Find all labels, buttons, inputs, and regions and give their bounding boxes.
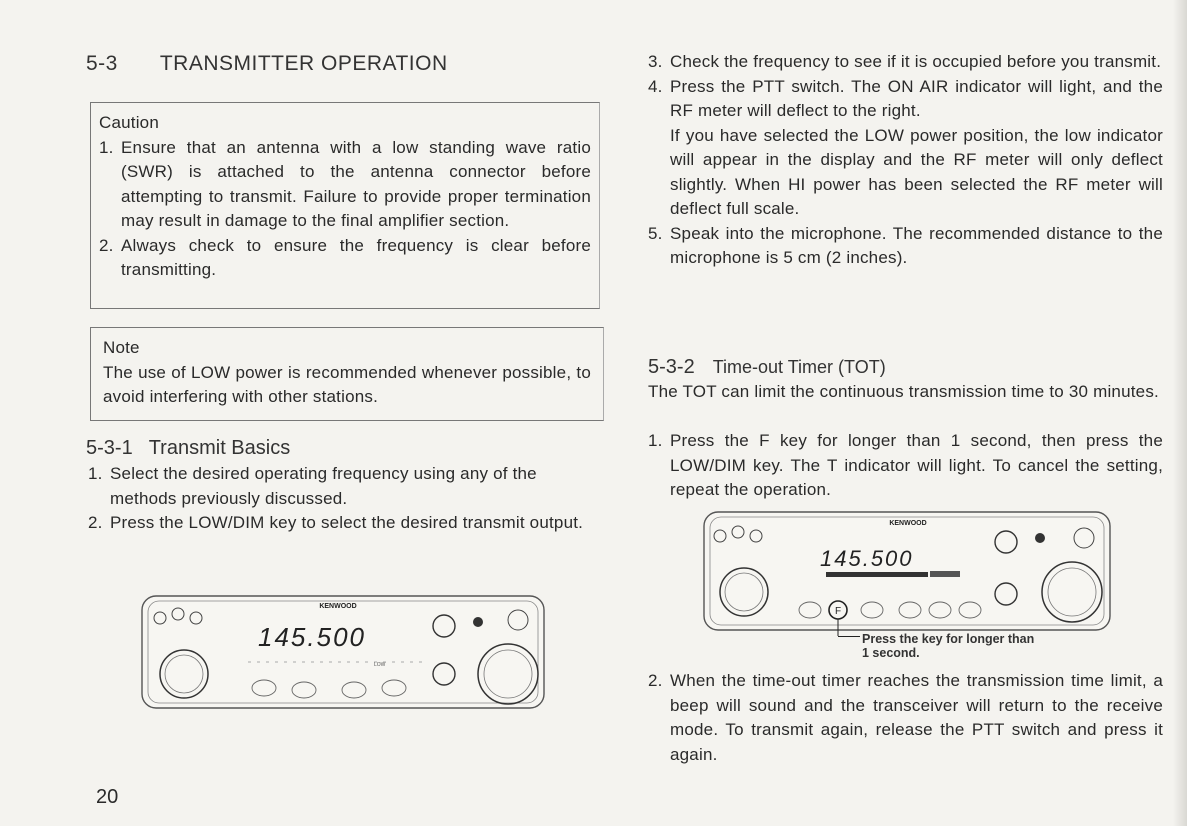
item-number: 2. — [88, 513, 103, 532]
page-number: 20 — [96, 786, 119, 808]
radio-frequency-display: 145.500 — [258, 622, 366, 652]
note-text: The use of LOW power is recommended whenever possible, to avoid interfering with other stations. — [103, 362, 591, 406]
item-text: Press the LOW/DIM key to select the desired transmit output. — [110, 513, 584, 532]
item-text: Press the F key for longer than 1 second, then press the LOW/DIM key. The T indicator will light. To cancel the setting, repeat the operation. — [670, 431, 1163, 499]
radio-brand: KENWOOD — [889, 520, 927, 527]
item-number: 4. — [648, 76, 663, 96]
item-extra-text: If you have selected the LOW power position, the low indicator will appear in the display and the RF meter will only deflect slightly. When HI power has been selected the RF meter will deflect full scale. — [670, 125, 1163, 218]
item-number: 1. — [99, 137, 114, 157]
radio-front-panel-tot-illustration — [700, 508, 1115, 638]
right-list — [648, 50, 1163, 271]
item-text: Always check to ensure the frequency is clear before transmitting. — [121, 235, 591, 279]
section-heading — [86, 52, 448, 76]
radio-front-panel-illustration — [138, 588, 548, 716]
note-title: Note — [103, 338, 140, 357]
caution-item — [99, 136, 591, 234]
caution-box — [90, 102, 600, 309]
note-box — [90, 327, 604, 421]
tot-list-a — [648, 429, 1163, 503]
item-text: Select the desired operating frequency using any of the methods previously discussed. — [110, 464, 537, 508]
item-number: 1. — [648, 431, 663, 450]
item-number: 2. — [99, 235, 114, 255]
item-text: Speak into the microphone. The recommended distance to the microphone is 5 cm (2 inches). — [670, 223, 1163, 267]
radio-low-label: LOW — [374, 662, 386, 668]
item-number: 2. — [648, 671, 663, 690]
item-number: 3. — [648, 52, 663, 71]
callout-text — [862, 632, 1034, 660]
item-text: Check the frequency to see if it is occupied before you transmit. — [670, 52, 1162, 71]
caution-title: Caution — [99, 113, 159, 132]
subsection-number: 5-3-2 — [648, 356, 695, 378]
section-title: TRANSMITTER OPERATION — [159, 52, 448, 75]
list-item — [648, 669, 1163, 767]
subsection-heading-transmit-basics — [86, 437, 290, 460]
subsection-number: 5-3-1 — [86, 437, 133, 459]
subsection-heading-tot — [648, 356, 886, 379]
item-text: Press the PTT switch. The ON AIR indicator will light, and the RF meter will deflect to the right. — [670, 76, 1163, 120]
list-item — [648, 50, 1163, 75]
list-item — [648, 222, 1163, 271]
tot-intro: The TOT can limit the continuous transmission time to 30 minutes. — [648, 382, 1159, 401]
list-item — [648, 75, 1163, 222]
item-number: 5. — [648, 223, 663, 243]
subsection-title: Transmit Basics — [148, 437, 291, 459]
section-number: 5-3 — [86, 52, 118, 75]
callout-line — [838, 636, 860, 637]
radio-frequency-display: 145.500 — [820, 546, 914, 571]
item-text: When the time-out timer reaches the transmission time limit, a beep will sound and the transceiver will return to the receive mode. To transmit again, release the PTT switch and press it again. — [670, 671, 1163, 764]
item-text: Ensure that an antenna with a low standing wave ratio (SWR) is attached to the antenna connector before attempting to transmit. Failure to provide proper termination may result in damage to the final amplifier section. — [121, 137, 591, 230]
callout-line-1: Press the key for longer than — [862, 632, 1035, 646]
list-item — [88, 511, 608, 536]
subsection-title: Time-out Timer (TOT) — [712, 357, 886, 377]
item-number: 1. — [88, 464, 103, 483]
basics-list — [88, 462, 608, 536]
list-item — [648, 429, 1163, 503]
list-item — [88, 462, 608, 511]
radio-brand: KENWOOD — [319, 603, 357, 610]
page-edge-shadow — [1173, 0, 1187, 826]
tot-list-b — [648, 669, 1163, 767]
caution-item — [99, 234, 591, 283]
callout-line-2: 1 second. — [862, 646, 920, 660]
f-key-label: F — [834, 606, 842, 617]
